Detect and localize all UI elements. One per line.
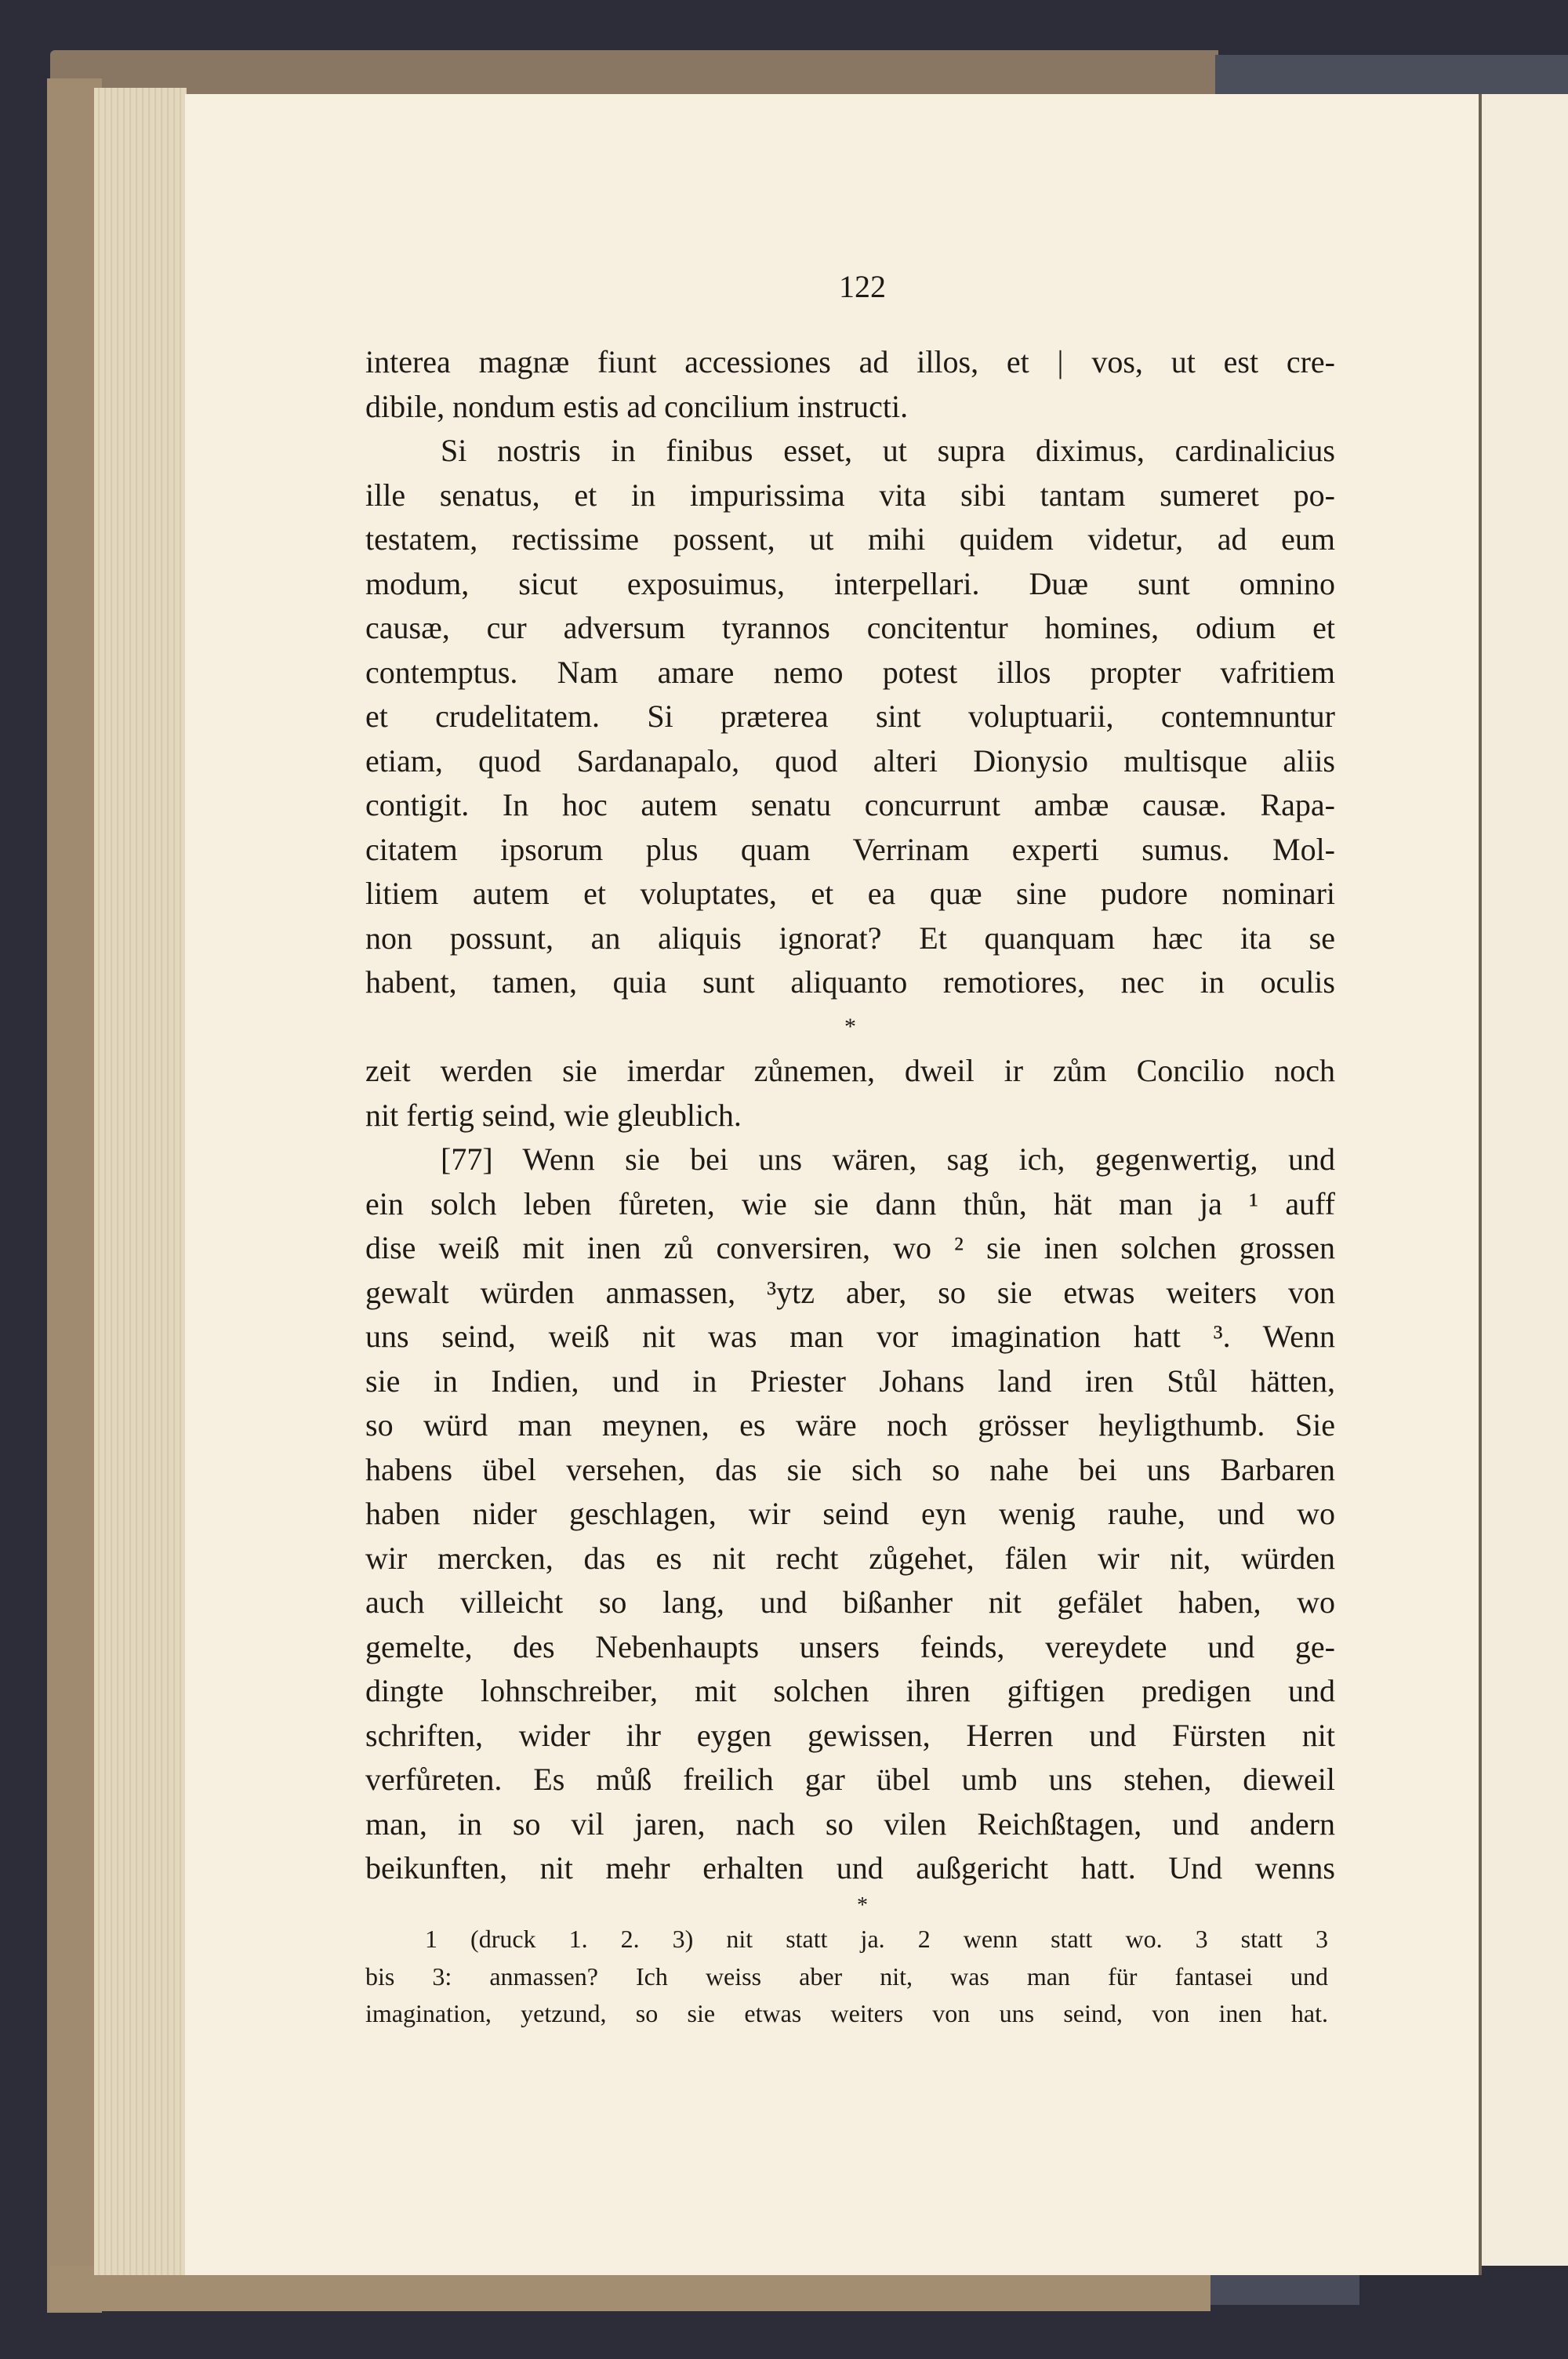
text-line: beikunften, nit mehr erhalten und außgericht hatt. Und wenns xyxy=(365,1850,1335,1885)
text-line: sie in Indien, und in Priester Johans land iren Stůl hätten, xyxy=(365,1363,1335,1399)
text-line: zeit werden sie imerdar zůnemen, dweil ir zům Concilio noch xyxy=(365,1053,1335,1088)
text-line: modum, sicut exposuimus, interpellari. Duæ sunt omnino xyxy=(365,565,1335,601)
footnote-3: 3 statt 3 xyxy=(1195,1925,1329,1953)
text-line: habens übel versehen, das sie sich so nahe bei uns Barbaren xyxy=(365,1451,1335,1487)
text-line: non possunt, an aliquis ignorat? Et quanquam hæc ita se xyxy=(365,920,1335,956)
footnote-line xyxy=(365,1921,1328,1958)
text-line: citatem ipsorum plus quam Verrinam experti sumus. Mol- xyxy=(365,831,1335,867)
text-line: auch villeicht so lang, und bißanher nit gefälet haben, wo xyxy=(365,1584,1335,1620)
text-line: gewalt würden anmassen, ³ytz aber, so sie etwas weiters von xyxy=(365,1274,1335,1310)
footnote-separator: * xyxy=(857,1893,868,1918)
text-line: et crudelitatem. Si præterea sint voluptuarii, contemnuntur xyxy=(365,699,1335,734)
text-line: ille senatus, et in impurissima vita sibi tantam sumeret po- xyxy=(365,477,1335,513)
page-number: 122 xyxy=(839,269,886,304)
footnote-2: 2 wenn statt wo. xyxy=(917,1925,1163,1953)
text-line: dise weiß mit inen zů conversiren, wo ² sie inen solchen grossen xyxy=(365,1230,1335,1265)
footnote-1: 1 (druck 1. 2. 3) nit statt ja. xyxy=(425,1925,885,1953)
text-line: litiem autem et voluptates, et ea quæ sine pudore nominari xyxy=(365,876,1335,911)
text-line: man, in so vil jaren, nach so vilen Reichßtagen, und andern xyxy=(365,1806,1335,1842)
footnotes xyxy=(365,1921,1328,2033)
text-line: ein solch leben fůreten, wie sie dann thůn, hät man ja ¹ auff xyxy=(365,1185,1335,1221)
text-line: testatem, rectissime possent, ut mihi quidem videtur, ad eum xyxy=(365,521,1335,557)
text-line: interea magnæ fiunt accessiones ad illos, et | vos, ut est cre- xyxy=(365,344,1335,379)
text-line: haben nider geschlagen, wir seind eyn wenig rauhe, und wo xyxy=(365,1496,1335,1531)
text-line: causæ, cur adversum tyrannos concitentur homines, odium et xyxy=(365,610,1335,645)
text-line: so würd man meynen, es wäre noch grösser heyligthumb. Sie xyxy=(365,1407,1335,1443)
text-line: contemptus. Nam amare nemo potest illos propter vafritiem xyxy=(365,654,1335,690)
text-line: uns seind, weiß nit was man vor imagination hatt ³. Wenn xyxy=(365,1319,1335,1354)
text-line: nit fertig seind, wie gleublich. xyxy=(365,1097,742,1133)
text-line: [77] Wenn sie bei uns wären, sag ich, gegenwertig, und xyxy=(441,1141,1335,1177)
text-line: habent, tamen, quia sunt aliquanto remotiores, nec in oculis xyxy=(365,964,1335,1000)
facing-page-edge xyxy=(1482,94,1568,2266)
section-separator: * xyxy=(844,1013,856,1040)
book-cover-top-edge xyxy=(50,50,1218,97)
text-line: verfůreten. Es můß freilich gar übel umb uns stehen, dieweil xyxy=(365,1762,1335,1797)
text-line: dingte lohnschreiber, mit solchen ihren giftigen predigen und xyxy=(365,1673,1335,1708)
footnote-line: imagination, yetzund, so sie etwas weiters von uns seind, von inen hat. xyxy=(365,1999,1328,2027)
footnote-line: bis 3: anmassen? Ich weiss aber nit, was man für fantasei und xyxy=(365,1962,1328,1991)
book-cover-spine-top xyxy=(1215,55,1568,96)
text-line: gemelte, des Nebenhaupts unsers feinds, vereydete und ge- xyxy=(365,1628,1335,1664)
text-line: dibile, nondum estis ad concilium instructi. xyxy=(365,388,909,424)
text-line: wir mercken, das es nit recht zůgehet, fälen wir nit, würden xyxy=(365,1540,1335,1576)
page-stack-edge xyxy=(94,88,187,2275)
text-line: schriften, wider ihr eygen gewissen, Herren und Fürsten nit xyxy=(365,1717,1335,1753)
body-text xyxy=(365,340,1335,1891)
text-line: contigit. In hoc autem senatu concurrunt ambæ causæ. Rapa- xyxy=(365,787,1335,822)
text-line: etiam, quod Sardanapalo, quod alteri Dionysio multisque aliis xyxy=(365,742,1335,778)
text-line: Si nostris in finibus esset, ut supra diximus, cardinalicius xyxy=(441,433,1335,468)
